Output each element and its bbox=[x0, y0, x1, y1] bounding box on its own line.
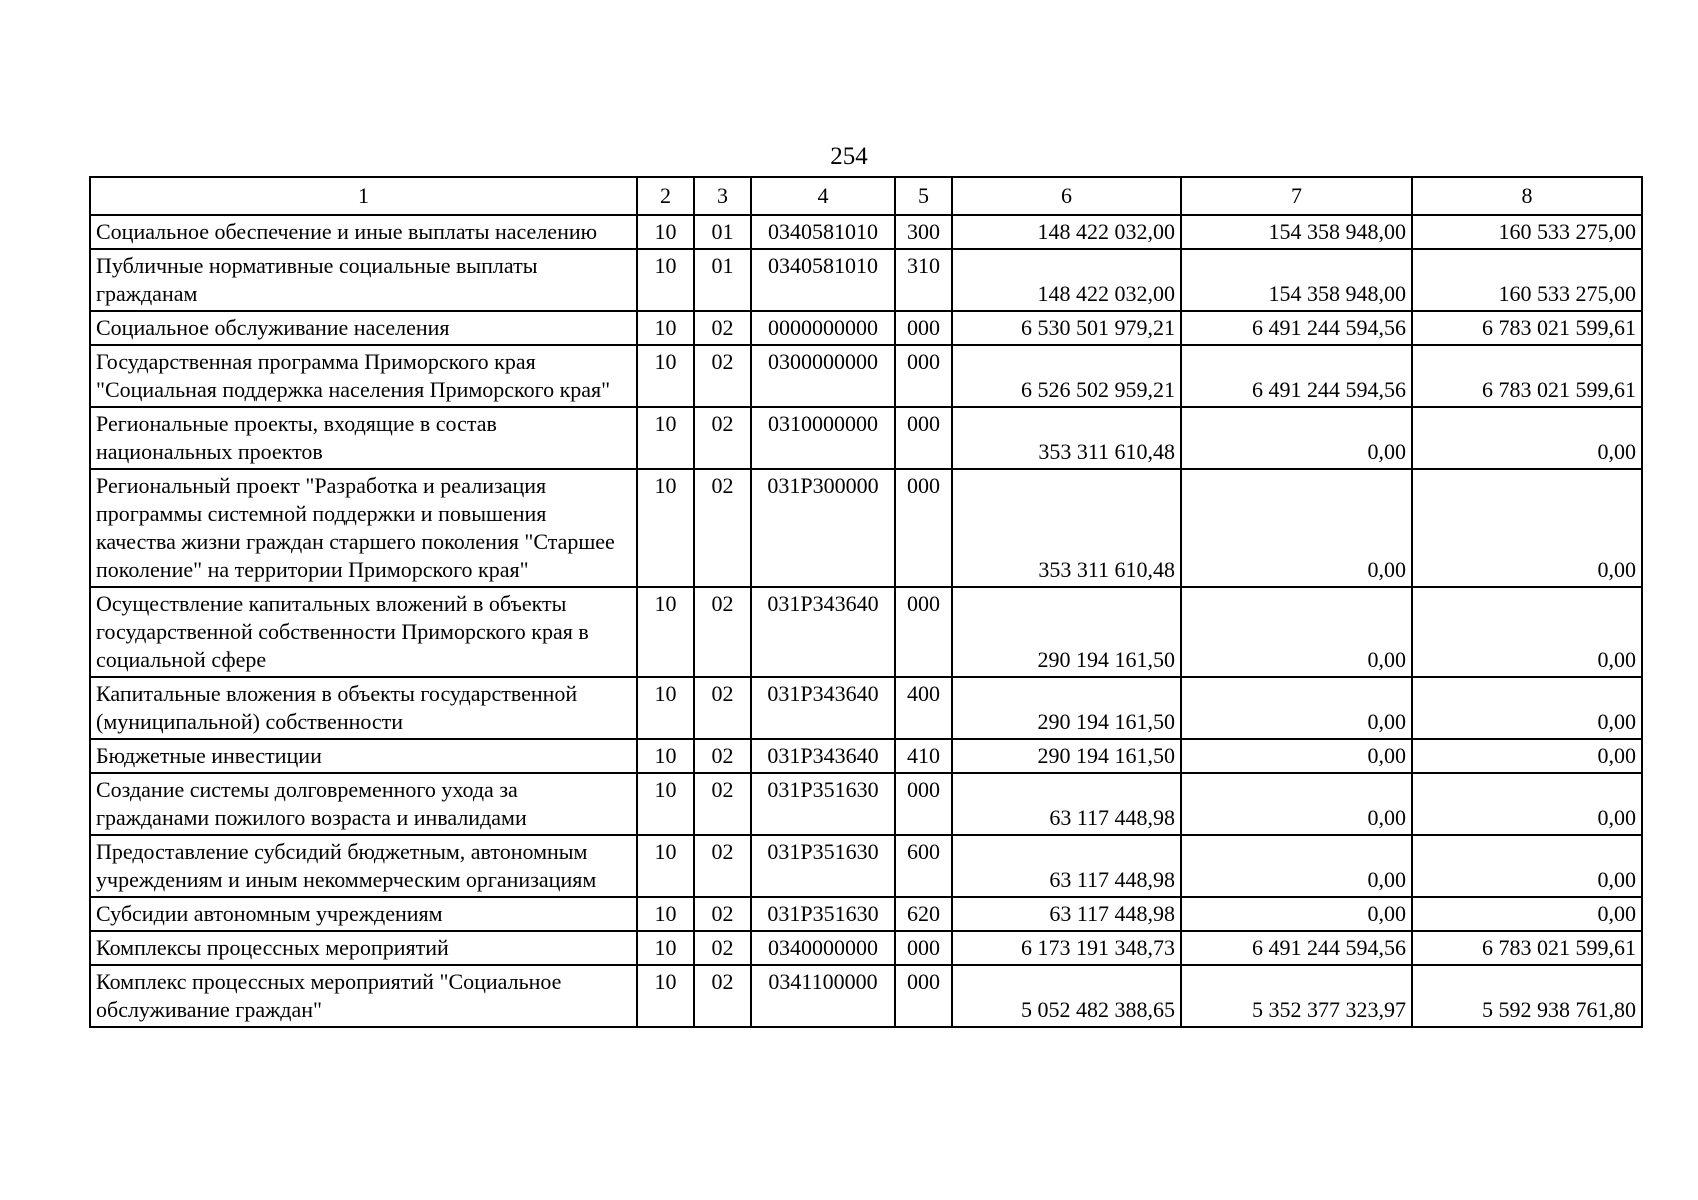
table-row bbox=[90, 311, 1642, 345]
amount-year1-cell: 290 194 161,50 bbox=[952, 739, 1181, 773]
header-cell: 8 bbox=[1412, 177, 1642, 215]
amount-year2-cell: 6 491 244 594,56 bbox=[1181, 345, 1412, 407]
table-row bbox=[90, 249, 1642, 311]
subsection-code-cell: 02 bbox=[694, 311, 751, 345]
subsection-code-cell: 02 bbox=[694, 931, 751, 965]
item-name-cell: Бюджетные инвестиции bbox=[90, 739, 637, 773]
header-cell: 4 bbox=[751, 177, 895, 215]
table-row bbox=[90, 897, 1642, 931]
section-code-cell: 10 bbox=[637, 311, 694, 345]
expense-type-cell: 600 bbox=[895, 835, 952, 897]
section-code-cell: 10 bbox=[637, 739, 694, 773]
amount-year3-cell: 0,00 bbox=[1412, 739, 1642, 773]
item-name-cell: Комплекс процессных мероприятий "Социальное обслуживание граждан" bbox=[90, 965, 637, 1027]
amount-year2-cell: 5 352 377 323,97 bbox=[1181, 965, 1412, 1027]
amount-year1-cell: 148 422 032,00 bbox=[952, 249, 1181, 311]
target-article-cell: 031P300000 bbox=[751, 469, 895, 587]
section-code-cell: 10 bbox=[637, 773, 694, 835]
amount-year1-cell: 63 117 448,98 bbox=[952, 897, 1181, 931]
amount-year1-cell: 290 194 161,50 bbox=[952, 587, 1181, 677]
section-code-cell: 10 bbox=[637, 677, 694, 739]
amount-year1-cell: 290 194 161,50 bbox=[952, 677, 1181, 739]
item-name-cell: Предоставление субсидий бюджетным, автономным учреждениям и иным некоммерческим организациям bbox=[90, 835, 637, 897]
amount-year2-cell: 0,00 bbox=[1181, 407, 1412, 469]
amount-year2-cell: 154 358 948,00 bbox=[1181, 215, 1412, 249]
amount-year1-cell: 6 530 501 979,21 bbox=[952, 311, 1181, 345]
target-article-cell: 031P343640 bbox=[751, 677, 895, 739]
page-number: 254 bbox=[830, 143, 868, 170]
subsection-code-cell: 02 bbox=[694, 469, 751, 587]
section-code-cell: 10 bbox=[637, 587, 694, 677]
amount-year3-cell: 160 533 275,00 bbox=[1412, 249, 1642, 311]
table-row bbox=[90, 677, 1642, 739]
expense-type-cell: 000 bbox=[895, 931, 952, 965]
expense-type-cell: 620 bbox=[895, 897, 952, 931]
table-row bbox=[90, 587, 1642, 677]
amount-year2-cell: 0,00 bbox=[1181, 677, 1412, 739]
item-name-cell: Социальное обслуживание населения bbox=[90, 311, 637, 345]
amount-year3-cell: 6 783 021 599,61 bbox=[1412, 345, 1642, 407]
item-name-cell: Капитальные вложения в объекты государственной (муниципальной) собственности bbox=[90, 677, 637, 739]
budget-table bbox=[89, 176, 1643, 1028]
expense-type-cell: 000 bbox=[895, 345, 952, 407]
item-name-cell: Социальное обеспечение и иные выплаты населению bbox=[90, 215, 637, 249]
amount-year2-cell: 0,00 bbox=[1181, 469, 1412, 587]
table-row bbox=[90, 345, 1642, 407]
target-article-cell: 0340581010 bbox=[751, 215, 895, 249]
amount-year1-cell: 148 422 032,00 bbox=[952, 215, 1181, 249]
target-article-cell: 031P351630 bbox=[751, 773, 895, 835]
table-row bbox=[90, 835, 1642, 897]
item-name-cell: Публичные нормативные социальные выплаты гражданам bbox=[90, 249, 637, 311]
item-name-cell: Создание системы долговременного ухода за гражданами пожилого возраста и инвалидами bbox=[90, 773, 637, 835]
amount-year2-cell: 0,00 bbox=[1181, 587, 1412, 677]
subsection-code-cell: 02 bbox=[694, 897, 751, 931]
section-code-cell: 10 bbox=[637, 469, 694, 587]
amount-year3-cell: 0,00 bbox=[1412, 835, 1642, 897]
amount-year1-cell: 5 052 482 388,65 bbox=[952, 965, 1181, 1027]
item-name-cell: Региональный проект "Разработка и реализация программы системной поддержки и повышения качества жизни граждан старшего поколения "Старшее поколение" на территории Приморского края" bbox=[90, 469, 637, 587]
header-cell: 2 bbox=[637, 177, 694, 215]
target-article-cell: 0310000000 bbox=[751, 407, 895, 469]
amount-year2-cell: 6 491 244 594,56 bbox=[1181, 931, 1412, 965]
table-row bbox=[90, 407, 1642, 469]
item-name-cell: Осуществление капитальных вложений в объекты государственной собственности Приморского края в социальной сфере bbox=[90, 587, 637, 677]
subsection-code-cell: 02 bbox=[694, 407, 751, 469]
amount-year1-cell: 353 311 610,48 bbox=[952, 407, 1181, 469]
subsection-code-cell: 01 bbox=[694, 249, 751, 311]
amount-year3-cell: 0,00 bbox=[1412, 469, 1642, 587]
section-code-cell: 10 bbox=[637, 835, 694, 897]
header-cell: 1 bbox=[90, 177, 637, 215]
amount-year2-cell: 0,00 bbox=[1181, 897, 1412, 931]
target-article-cell: 0340000000 bbox=[751, 931, 895, 965]
table-row bbox=[90, 965, 1642, 1027]
subsection-code-cell: 01 bbox=[694, 215, 751, 249]
item-name-cell: Субсидии автономным учреждениям bbox=[90, 897, 637, 931]
section-code-cell: 10 bbox=[637, 249, 694, 311]
target-article-cell: 031P351630 bbox=[751, 897, 895, 931]
item-name-cell: Региональные проекты, входящие в состав национальных проектов bbox=[90, 407, 637, 469]
amount-year3-cell: 0,00 bbox=[1412, 897, 1642, 931]
expense-type-cell: 000 bbox=[895, 965, 952, 1027]
expense-type-cell: 000 bbox=[895, 407, 952, 469]
subsection-code-cell: 02 bbox=[694, 677, 751, 739]
subsection-code-cell: 02 bbox=[694, 835, 751, 897]
header-cell: 5 bbox=[895, 177, 952, 215]
subsection-code-cell: 02 bbox=[694, 773, 751, 835]
table-body bbox=[90, 215, 1642, 1027]
expense-type-cell: 310 bbox=[895, 249, 952, 311]
amount-year1-cell: 6 173 191 348,73 bbox=[952, 931, 1181, 965]
amount-year2-cell: 0,00 bbox=[1181, 739, 1412, 773]
amount-year2-cell: 0,00 bbox=[1181, 835, 1412, 897]
amount-year3-cell: 0,00 bbox=[1412, 773, 1642, 835]
table-row bbox=[90, 773, 1642, 835]
target-article-cell: 031P351630 bbox=[751, 835, 895, 897]
target-article-cell: 0341100000 bbox=[751, 965, 895, 1027]
amount-year2-cell: 6 491 244 594,56 bbox=[1181, 311, 1412, 345]
header-cell: 3 bbox=[694, 177, 751, 215]
amount-year1-cell: 6 526 502 959,21 bbox=[952, 345, 1181, 407]
table-row bbox=[90, 739, 1642, 773]
subsection-code-cell: 02 bbox=[694, 739, 751, 773]
amount-year3-cell: 0,00 bbox=[1412, 587, 1642, 677]
amount-year2-cell: 0,00 bbox=[1181, 773, 1412, 835]
item-name-cell: Государственная программа Приморского края "Социальная поддержка населения Приморского края" bbox=[90, 345, 637, 407]
target-article-cell: 0300000000 bbox=[751, 345, 895, 407]
expense-type-cell: 410 bbox=[895, 739, 952, 773]
section-code-cell: 10 bbox=[637, 407, 694, 469]
amount-year3-cell: 5 592 938 761,80 bbox=[1412, 965, 1642, 1027]
subsection-code-cell: 02 bbox=[694, 345, 751, 407]
section-code-cell: 10 bbox=[637, 215, 694, 249]
section-code-cell: 10 bbox=[637, 345, 694, 407]
amount-year3-cell: 6 783 021 599,61 bbox=[1412, 931, 1642, 965]
amount-year1-cell: 63 117 448,98 bbox=[952, 773, 1181, 835]
section-code-cell: 10 bbox=[637, 965, 694, 1027]
table-row bbox=[90, 931, 1642, 965]
subsection-code-cell: 02 bbox=[694, 965, 751, 1027]
table-row bbox=[90, 215, 1642, 249]
section-code-cell: 10 bbox=[637, 897, 694, 931]
subsection-code-cell: 02 bbox=[694, 587, 751, 677]
header-row bbox=[90, 177, 1642, 215]
amount-year3-cell: 6 783 021 599,61 bbox=[1412, 311, 1642, 345]
item-name-cell: Комплексы процессных мероприятий bbox=[90, 931, 637, 965]
header-cell: 6 bbox=[952, 177, 1181, 215]
expense-type-cell: 000 bbox=[895, 469, 952, 587]
amount-year3-cell: 160 533 275,00 bbox=[1412, 215, 1642, 249]
expense-type-cell: 000 bbox=[895, 587, 952, 677]
header-cell: 7 bbox=[1181, 177, 1412, 215]
amount-year1-cell: 353 311 610,48 bbox=[952, 469, 1181, 587]
section-code-cell: 10 bbox=[637, 931, 694, 965]
target-article-cell: 0000000000 bbox=[751, 311, 895, 345]
amount-year3-cell: 0,00 bbox=[1412, 407, 1642, 469]
expense-type-cell: 000 bbox=[895, 311, 952, 345]
amount-year1-cell: 63 117 448,98 bbox=[952, 835, 1181, 897]
target-article-cell: 031P343640 bbox=[751, 739, 895, 773]
expense-type-cell: 300 bbox=[895, 215, 952, 249]
target-article-cell: 031P343640 bbox=[751, 587, 895, 677]
target-article-cell: 0340581010 bbox=[751, 249, 895, 311]
amount-year3-cell: 0,00 bbox=[1412, 677, 1642, 739]
amount-year2-cell: 154 358 948,00 bbox=[1181, 249, 1412, 311]
table-row bbox=[90, 469, 1642, 587]
expense-type-cell: 000 bbox=[895, 773, 952, 835]
expense-type-cell: 400 bbox=[895, 677, 952, 739]
